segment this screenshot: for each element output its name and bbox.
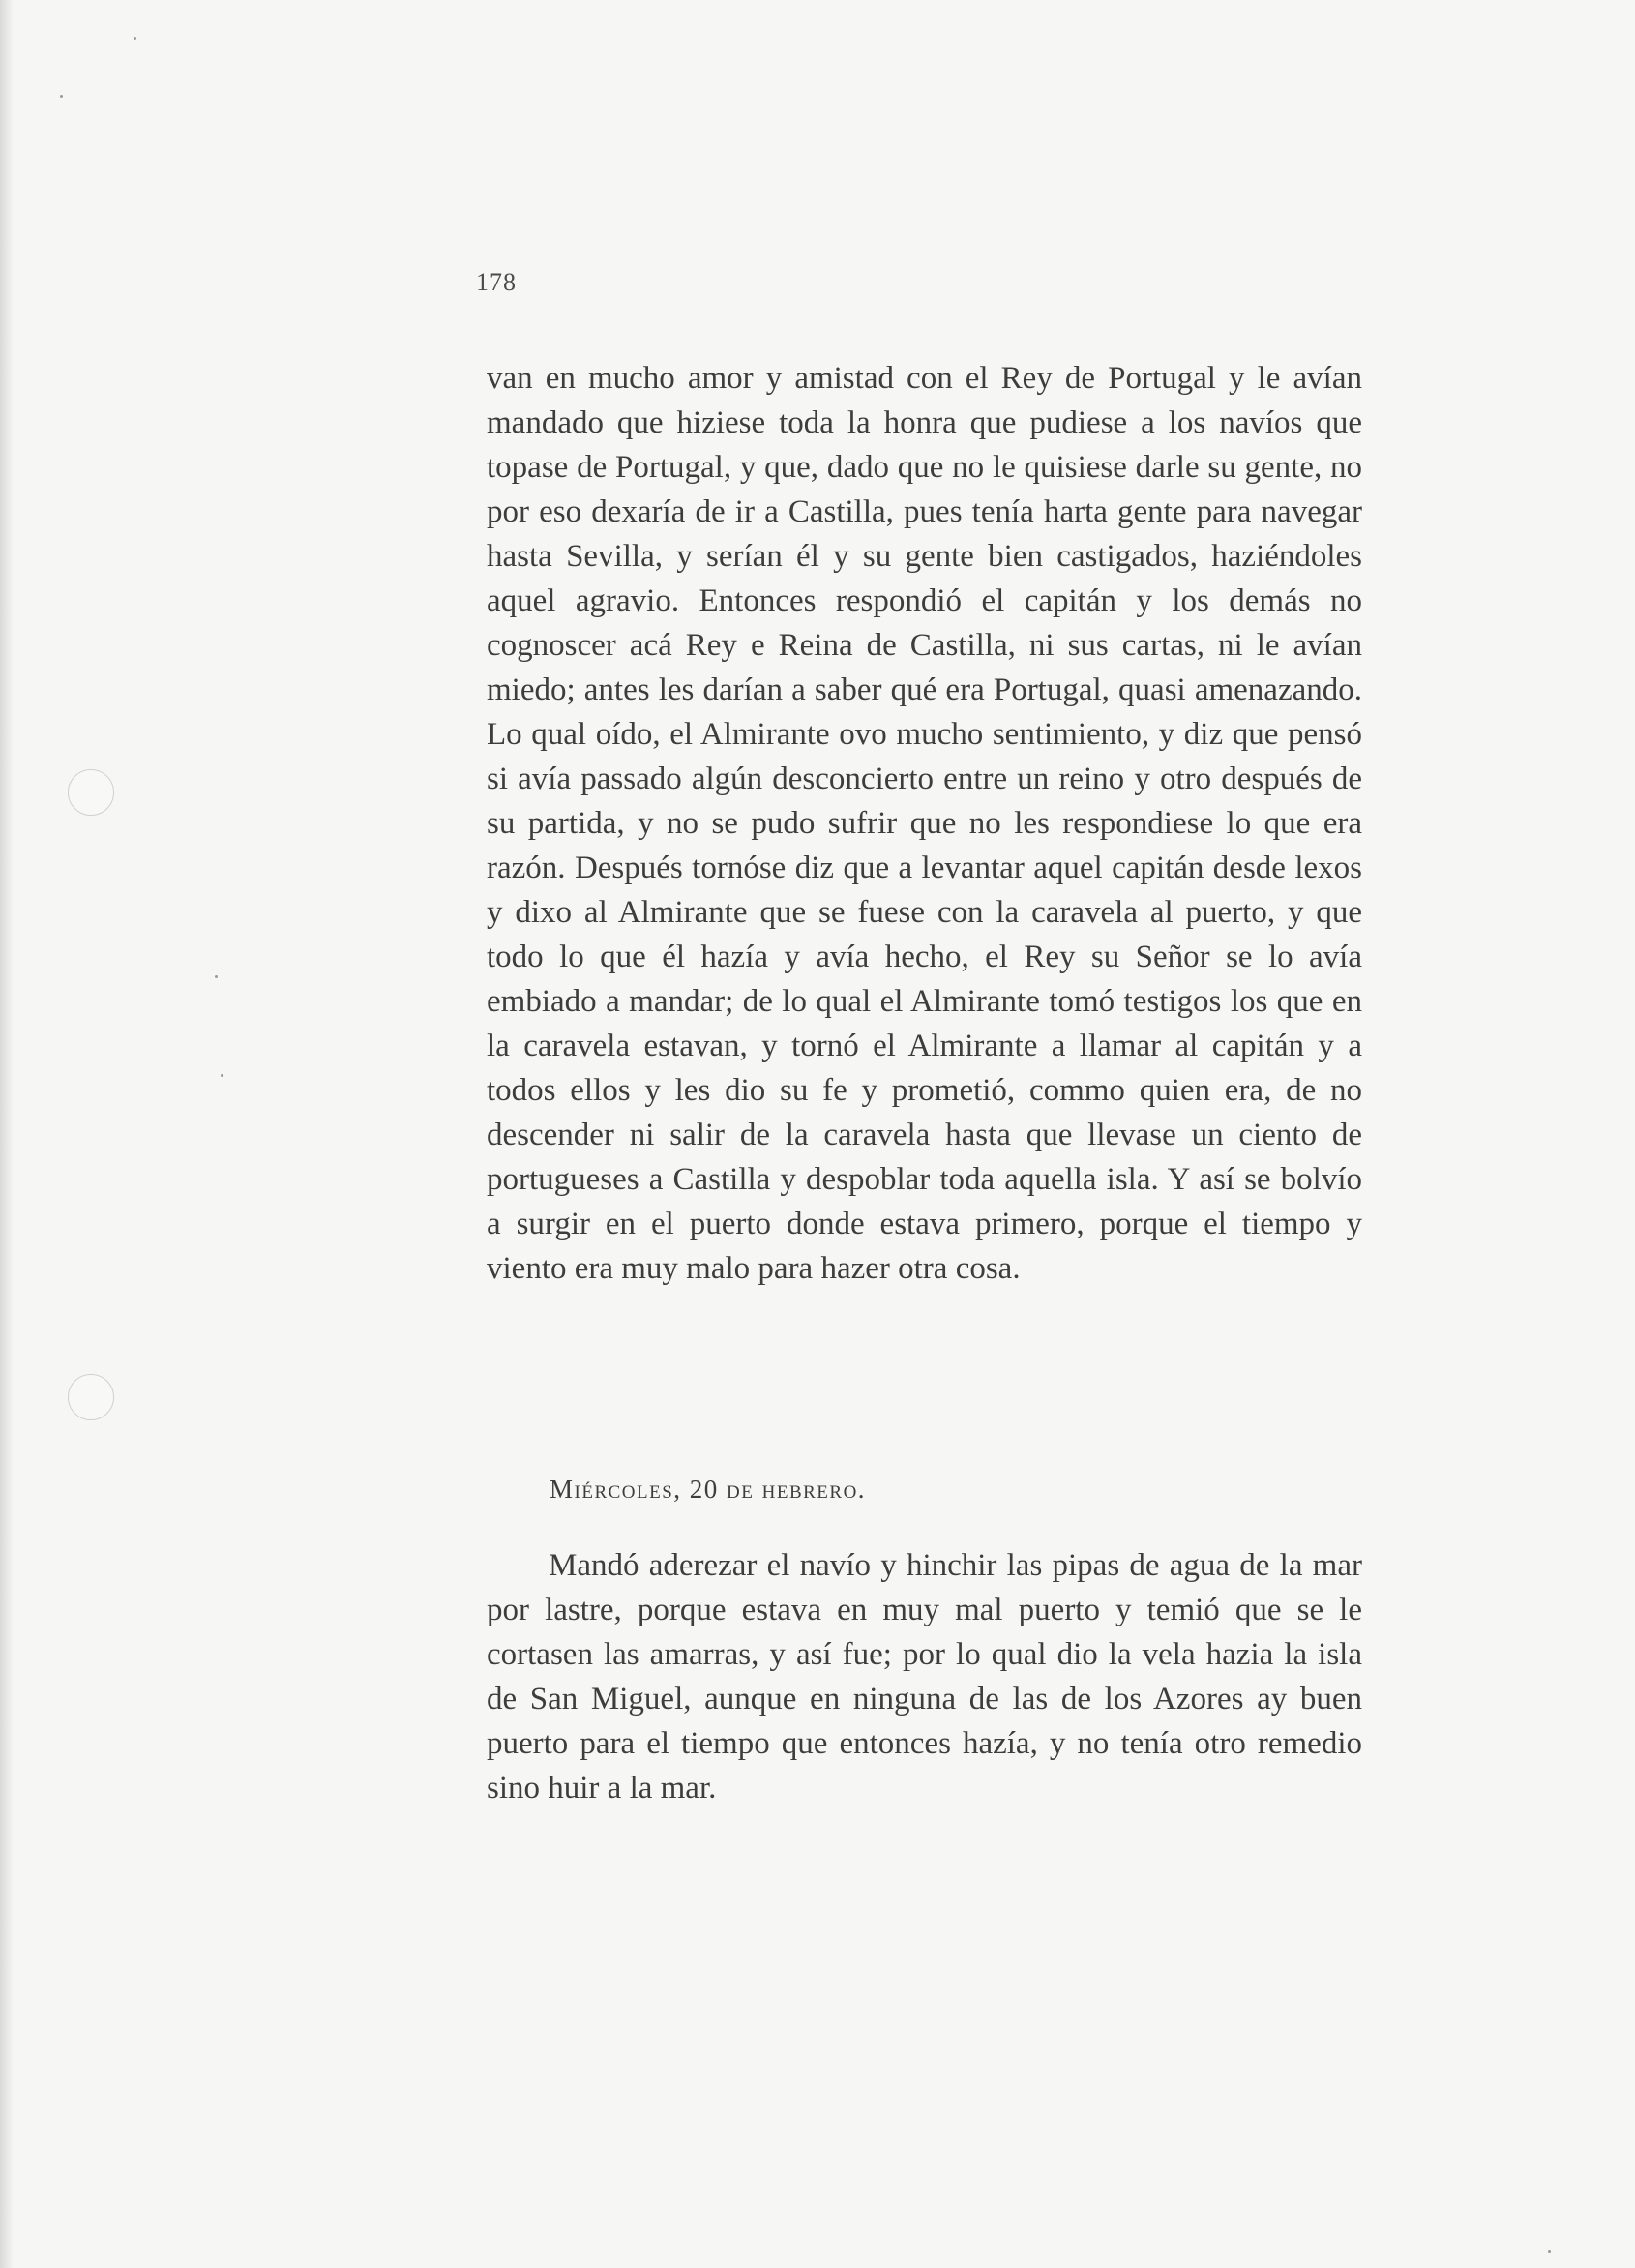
punch-hole-lower — [68, 1374, 114, 1420]
paper-speck — [221, 1074, 223, 1077]
body-paragraph: van en mucho amor y amistad con el Rey de Portugal y le avían mandado que hiziese toda la honra que pudiese a los navíos que topase de Portugal, y que, dado que no le quisiese darle su gente, no por eso dexaría de ir a Castilla, pues tenía harta gente para navegar hasta Sevilla, y serían él y su gente bien castigados, haziéndoles aquel agravio. Entonces respondió el capitán y los demás no cognoscer acá Rey e Reina de Castilla, ni sus cartas, ni le avían miedo; antes les darían a saber qué era Portugal, quasi amenazando. Lo qual oído, el Almirante ovo mucho sentimiento, y diz que pensó si avía passado algún desconcierto entre un reino y otro después de su partida, y no se pudo sufrir que no les respondiese lo que era razón. Después tornóse diz que a levantar aquel capitán desde lexos y dixo al Almirante que se fuese con la caravela al puerto, y que todo lo que él hazía y avía hecho, el Rey su Señor se lo avía embiado a mandar; de lo qual el Almirante tomó testigos los que en la caravela estavan, y tornó el Almirante a llamar al capitán y a todos ellos y les dio su fe y prometió, commo quien era, de no descender ni salir de la caravela hasta que llevase un ciento de portugueses a Castilla y despoblar toda aquella isla. Y así se bolvío a surgir en el puerto donde estava primero, porque el tiempo y viento era muy malo para hazer otra cosa. — [487, 361, 1362, 1286]
page-number: 178 — [476, 268, 517, 296]
body-paragraph: Mandó aderezar el navío y hinchir las pipas de agua de la mar por lastre, porque estava en muy mal puerto y temió que se le cortasen las amarras, y así fue; por lo qual dio la vela hazia la isla de San Miguel, aunque en ninguna de las de los Azores ay buen puerto para el tiempo que entonces hazía, y no tenía otro remedio sino huir a la mar. — [487, 1548, 1362, 1805]
paper-speck — [134, 37, 136, 40]
paper-speck — [60, 95, 63, 98]
page-edge-shadow — [0, 0, 14, 2268]
punch-hole-upper — [68, 769, 114, 816]
paper-speck — [1548, 2250, 1551, 2253]
paper-speck — [215, 975, 218, 978]
section-heading: Miércoles, 20 de hebrero. — [550, 1475, 867, 1504]
